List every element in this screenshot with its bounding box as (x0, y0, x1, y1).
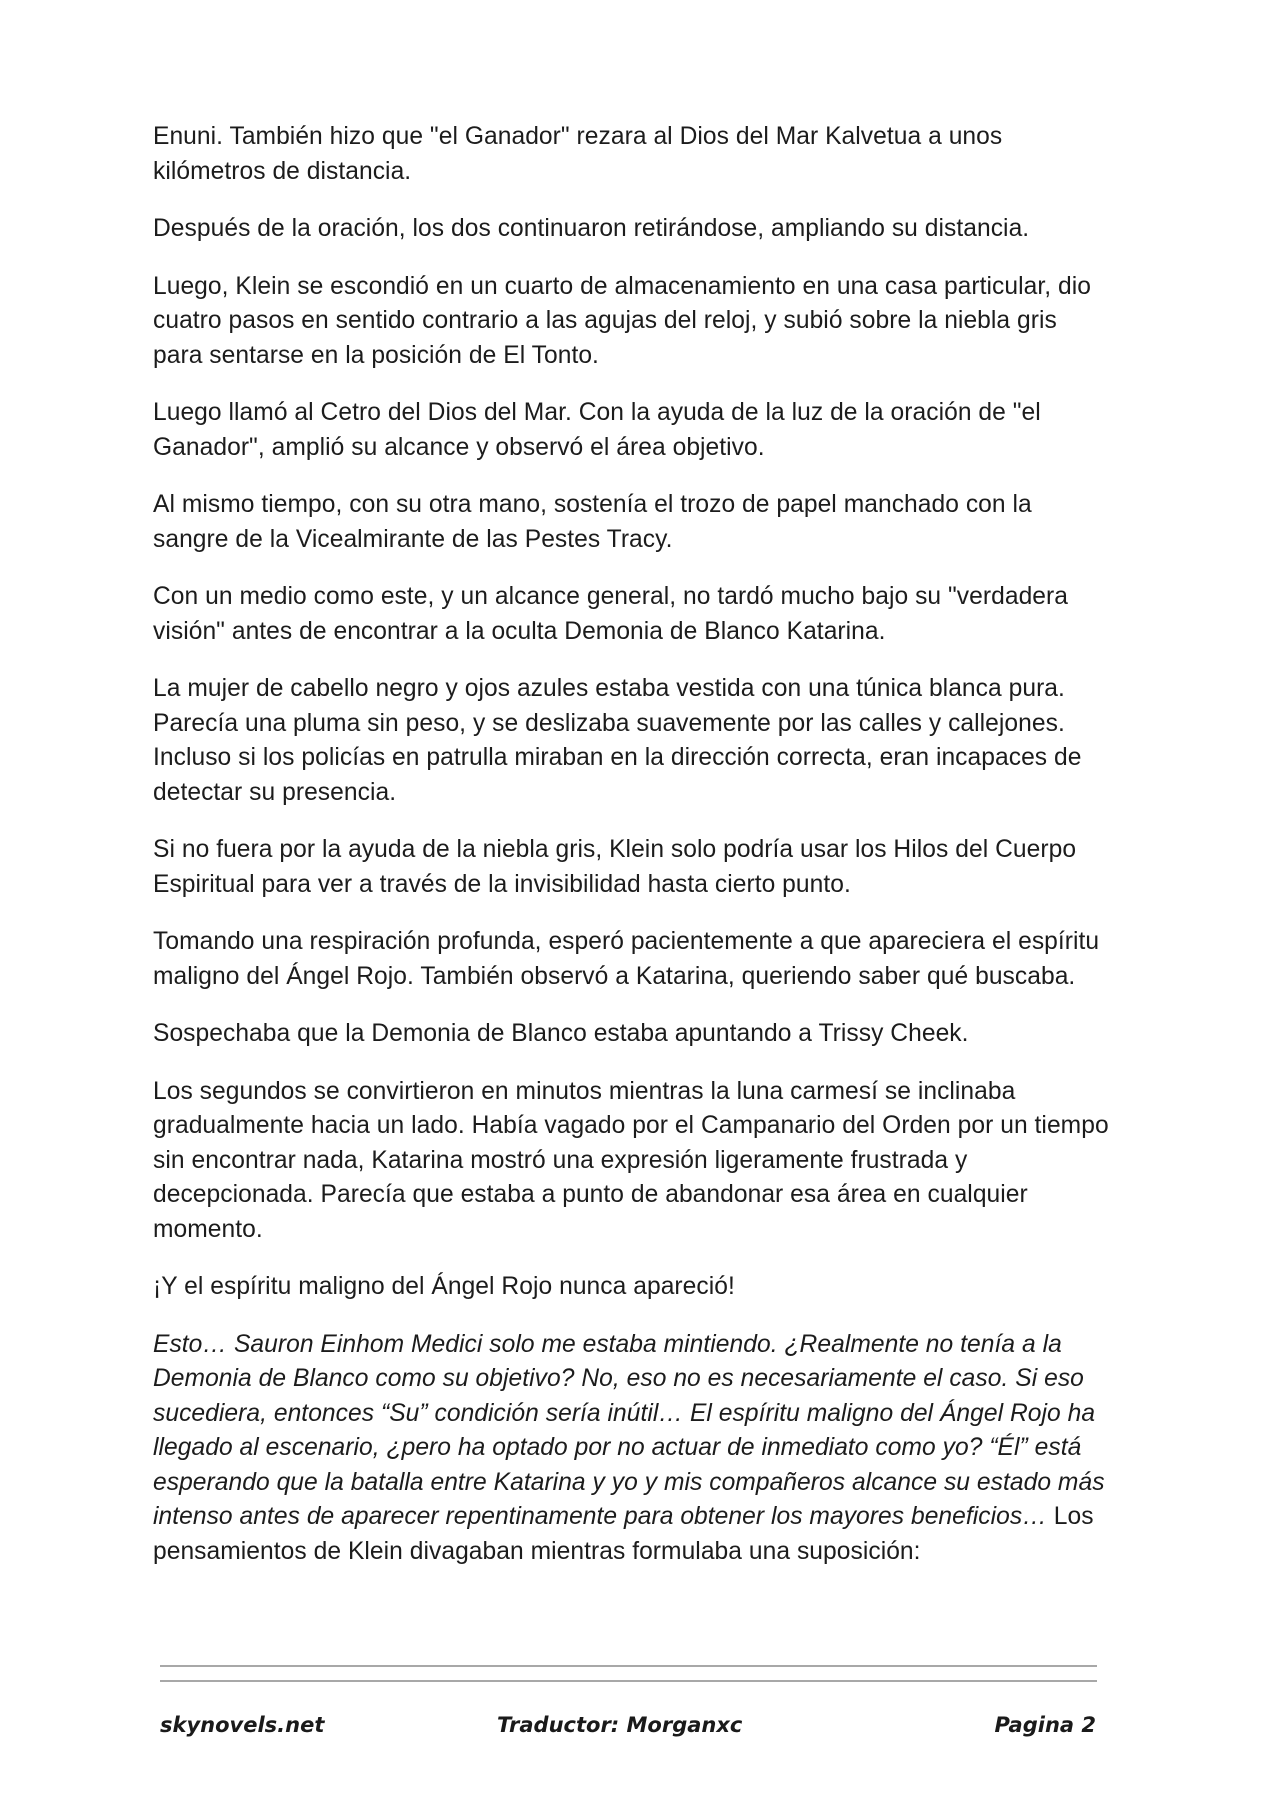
paragraph: ¡Y el espíritu maligno del Ángel Rojo nunca apareció! (153, 1273, 735, 1300)
paragraph: Los segundos se convirtieron en minutos mientras la luna carmesí se inclinaba gradualmente hacia un lado. Había vagado por el Campanario del Orden por un tiempo sin encontrar nada, Katarina mostró una expresión ligeramente frustrada y decepcionada. Parecía que estaba a punto de abandonar esa área en cualquier momento. (153, 1077, 1109, 1243)
paragraph: Sospechaba que la Demonia de Blanco estaba apuntando a Trissy Cheek. (153, 1020, 969, 1047)
paragraph: Enuni. También hizo que "el Ganador" rezara al Dios del Mar Kalvetua a unos kilómetros de distancia. (153, 123, 1003, 185)
footer-page-number: Pagina 2 (994, 1713, 1096, 1737)
paragraph: Tomando una respiración profunda, esperó pacientemente a que apareciera el espíritu maligno del Ángel Rojo. También observó a Katarina, queriendo saber qué buscaba. (153, 928, 1100, 990)
paragraph: Si no fuera por la ayuda de la niebla gris, Klein solo podría usar los Hilos del Cuerpo Espiritual para ver a través de la invisibilidad hasta cierto punto. (153, 836, 1077, 898)
paragraph: Luego llamó al Cetro del Dios del Mar. Con la ayuda de la luz de la oración de "el Ganador", amplió su alcance y observó el área objetivo. (153, 399, 1041, 461)
footer-translator: Traductor: Morganxc (497, 1713, 743, 1737)
narration-text: Los pensamientos de Klein divagaban mientras formulaba una suposición: (153, 1503, 1094, 1565)
paragraph: Con un medio como este, y un alcance general, no tardó mucho bajo su "verdadera visión" antes de encontrar a la oculta Demonia de Blanco Katarina. (153, 583, 1068, 645)
body-text (153, 120, 1113, 1592)
paragraph: Luego, Klein se escondió en un cuarto de almacenamiento en una casa particular, dio cuatro pasos en sentido contrario a las agujas del reloj, y subió sobre la niebla gris para sentarse en la posición de El Tonto. (153, 272, 1091, 369)
final-paragraph (153, 1328, 1113, 1570)
footer-site: skynovels.net (160, 1713, 325, 1737)
footer-divider-bottom (160, 1680, 1097, 1682)
paragraph: Después de la oración, los dos continuaron retirándose, ampliando su distancia. (153, 215, 1030, 242)
footer-divider-top (160, 1665, 1097, 1667)
paragraph: Al mismo tiempo, con su otra mano, sostenía el trozo de papel manchado con la sangre de la Vicealmirante de las Pestes Tracy. (153, 491, 1032, 553)
inner-thought-text: Esto… Sauron Einhom Medici solo me estaba mintiendo. ¿Realmente no tenía a la Demonia de Blanco como su objetivo? No, eso no es necesariamente el caso. Si eso sucediera, entonces “Su” condición sería inútil… El espíritu maligno del Ángel Rojo ha llegado al escenario, ¿pero ha optado por no actuar de inmediato como yo? “Él” está esperando que la batalla entre Katarina y yo y mis compañeros alcance su estado más intenso antes de aparecer repentinamente para obtener los mayores beneficios… (153, 1330, 1105, 1530)
paragraph: La mujer de cabello negro y ojos azules estaba vestida con una túnica blanca pura. Parecía una pluma sin peso, y se deslizaba suavemente por las calles y callejones. Incluso si los policías en patrulla miraban en la dirección correcta, eran incapaces de detectar su presencia. (153, 675, 1082, 806)
